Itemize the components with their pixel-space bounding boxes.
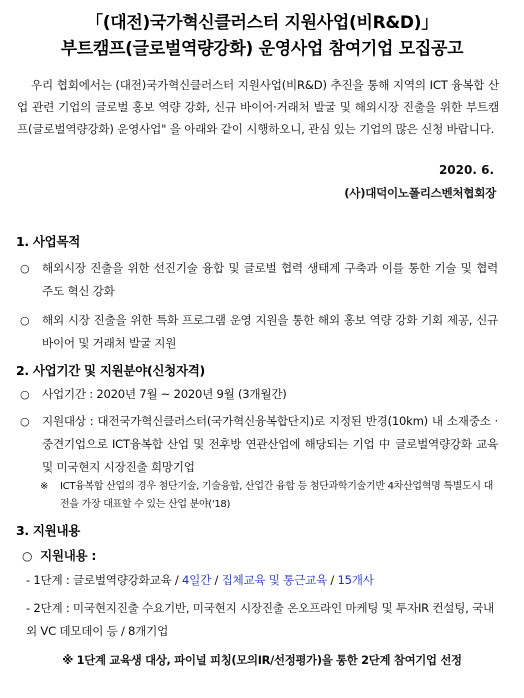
circle-bullet-icon: ○ (20, 388, 30, 401)
step-2-line (26, 597, 500, 643)
section-3-heading: 3. 지원내용 (16, 523, 80, 538)
circle-bullet-icon: ○ (20, 262, 30, 275)
step-1-line (26, 569, 500, 592)
section-2-period (20, 383, 498, 406)
organization-name: (사)대덕이노폴리스벤처협회장 (344, 186, 496, 200)
step-1-sep-2: / (326, 573, 338, 587)
announcement-date: 2020. 6. (438, 163, 494, 177)
item-text: 해외시장 진출을 위한 선진기술 융합 및 글로벌 협력 생태계 구축과 이를 통한 기술 및 협력 주도 혁신 강화 (42, 261, 498, 298)
intro-paragraph: 우리 협회에서는 (대전)국가혁신클러스터 지원사업(비R&D) 추진을 통해 지역의 ICT 융복합 산업 관련 기업의 글로벌 홍보 역량 강화, 신규 바이어·거래처 발굴 및 해외시장 진출을 위한 부트캠프(글로벌역량강화) 운영사업" 을 아래와 같이 시행하오니, 관심 있는 기업의 많은 신청 바랍니다. (17, 78, 499, 136)
step-1-count: 15개사 (337, 573, 374, 587)
section-1-heading: 1. 사업목적 (16, 234, 80, 249)
circle-bullet-icon: ○ (22, 549, 33, 563)
item-text: 사업기간 : 2020년 7월 ~ 2020년 9월 (3개월간) (42, 387, 287, 401)
step-1-prefix: - 1단계 : 글로벌역량강화교육 / (26, 573, 182, 587)
step-1-sep-1: / (211, 573, 222, 587)
item-text: 해외 시장 진출을 위한 특화 프로그램 운영 지원을 통한 해외 홍보 역량 강화 기회 제공, 신규 바이어 및 거래처 발굴 지원 (42, 313, 498, 350)
step-2-text: - 2단계 : 미국현지진출 수요기반, 미국현지 시장진출 온오프라인 마케팅 및 투자IR 컨설팅, 국내외 VC 데모데이 등 / 8개기업 (26, 601, 494, 638)
title-line-2: 부트캠프(글로벌역량강화) 운영사업 참여기업 모집공고 (60, 39, 464, 59)
section-2-target (20, 410, 498, 479)
section-2-note (40, 478, 500, 514)
step-1-mode: 집체교육 및 통근교육 (221, 573, 327, 587)
note-text: ICT융복합 산업의 경우 첨단기술, 기술융합, 산업간 융합 등 첨단과학기술기반 4차산업혁명 특별도시 대전을 가장 대표할 수 있는 산업 분야('18) (60, 481, 494, 510)
section-1-item-2 (20, 309, 498, 355)
item-text: 지원대상 : 대전국가혁신클러스터(국가혁신융복합단지)로 지정된 반경(10km) 내 소재중소 · 중견기업으로 ICT융복합 산업 및 전후방 연관산업에 해당되는 기업 中 글로벌역량강화 교육 및 미국현지 시장진출 희망기업 (42, 414, 498, 474)
note-mark: ※ (40, 481, 49, 492)
section-2-heading: 2. 사업기간 및 지원분야(신청자격) (16, 363, 205, 378)
title-line-1: 「(대전)국가혁신클러스터 지원사업(비R&D)」 (86, 13, 438, 33)
circle-bullet-icon: ○ (20, 314, 30, 327)
final-note: ※ 1단계 교육생 대상, 파이널 피칭(모의IR/선정평가)을 통한 2단계 참여기업 선정 (62, 653, 462, 667)
section-1-item-1 (20, 257, 498, 303)
circle-bullet-icon: ○ (20, 415, 30, 428)
step-1-days: 4일간 (182, 573, 212, 587)
subheading-text: 지원내용 : (40, 548, 97, 563)
section-3-subheading (22, 546, 96, 564)
